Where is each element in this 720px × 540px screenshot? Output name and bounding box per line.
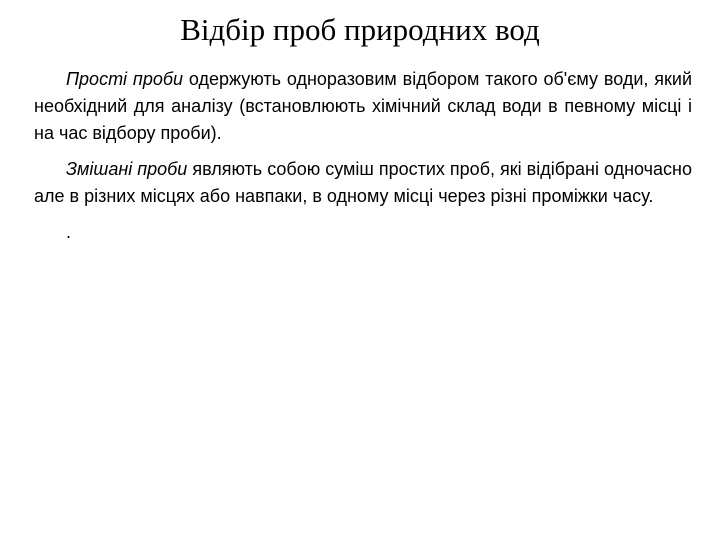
term-simple-samples: Прості проби [66,69,183,89]
term-mixed-samples: Змішані проби [66,159,188,179]
paragraph-mixed-samples [34,156,692,210]
trailing-mark: . [66,222,72,242]
slide-title: Відбір проб природних вод [180,12,540,47]
paragraph-simple-samples-text: одержують одноразовим відбором такого об'єму води, який необхідний для аналізу (встановлюють хімічний склад води в певному місці і на час відбору проби). [34,69,693,143]
slide-body [34,66,692,246]
paragraph-simple-samples [34,66,692,147]
paragraph-mixed-samples-text: являють собою суміш простих проб, які відібрані одночасно але в різних місцях або навпаки, в одному місці через різні проміжки часу. [34,159,692,206]
